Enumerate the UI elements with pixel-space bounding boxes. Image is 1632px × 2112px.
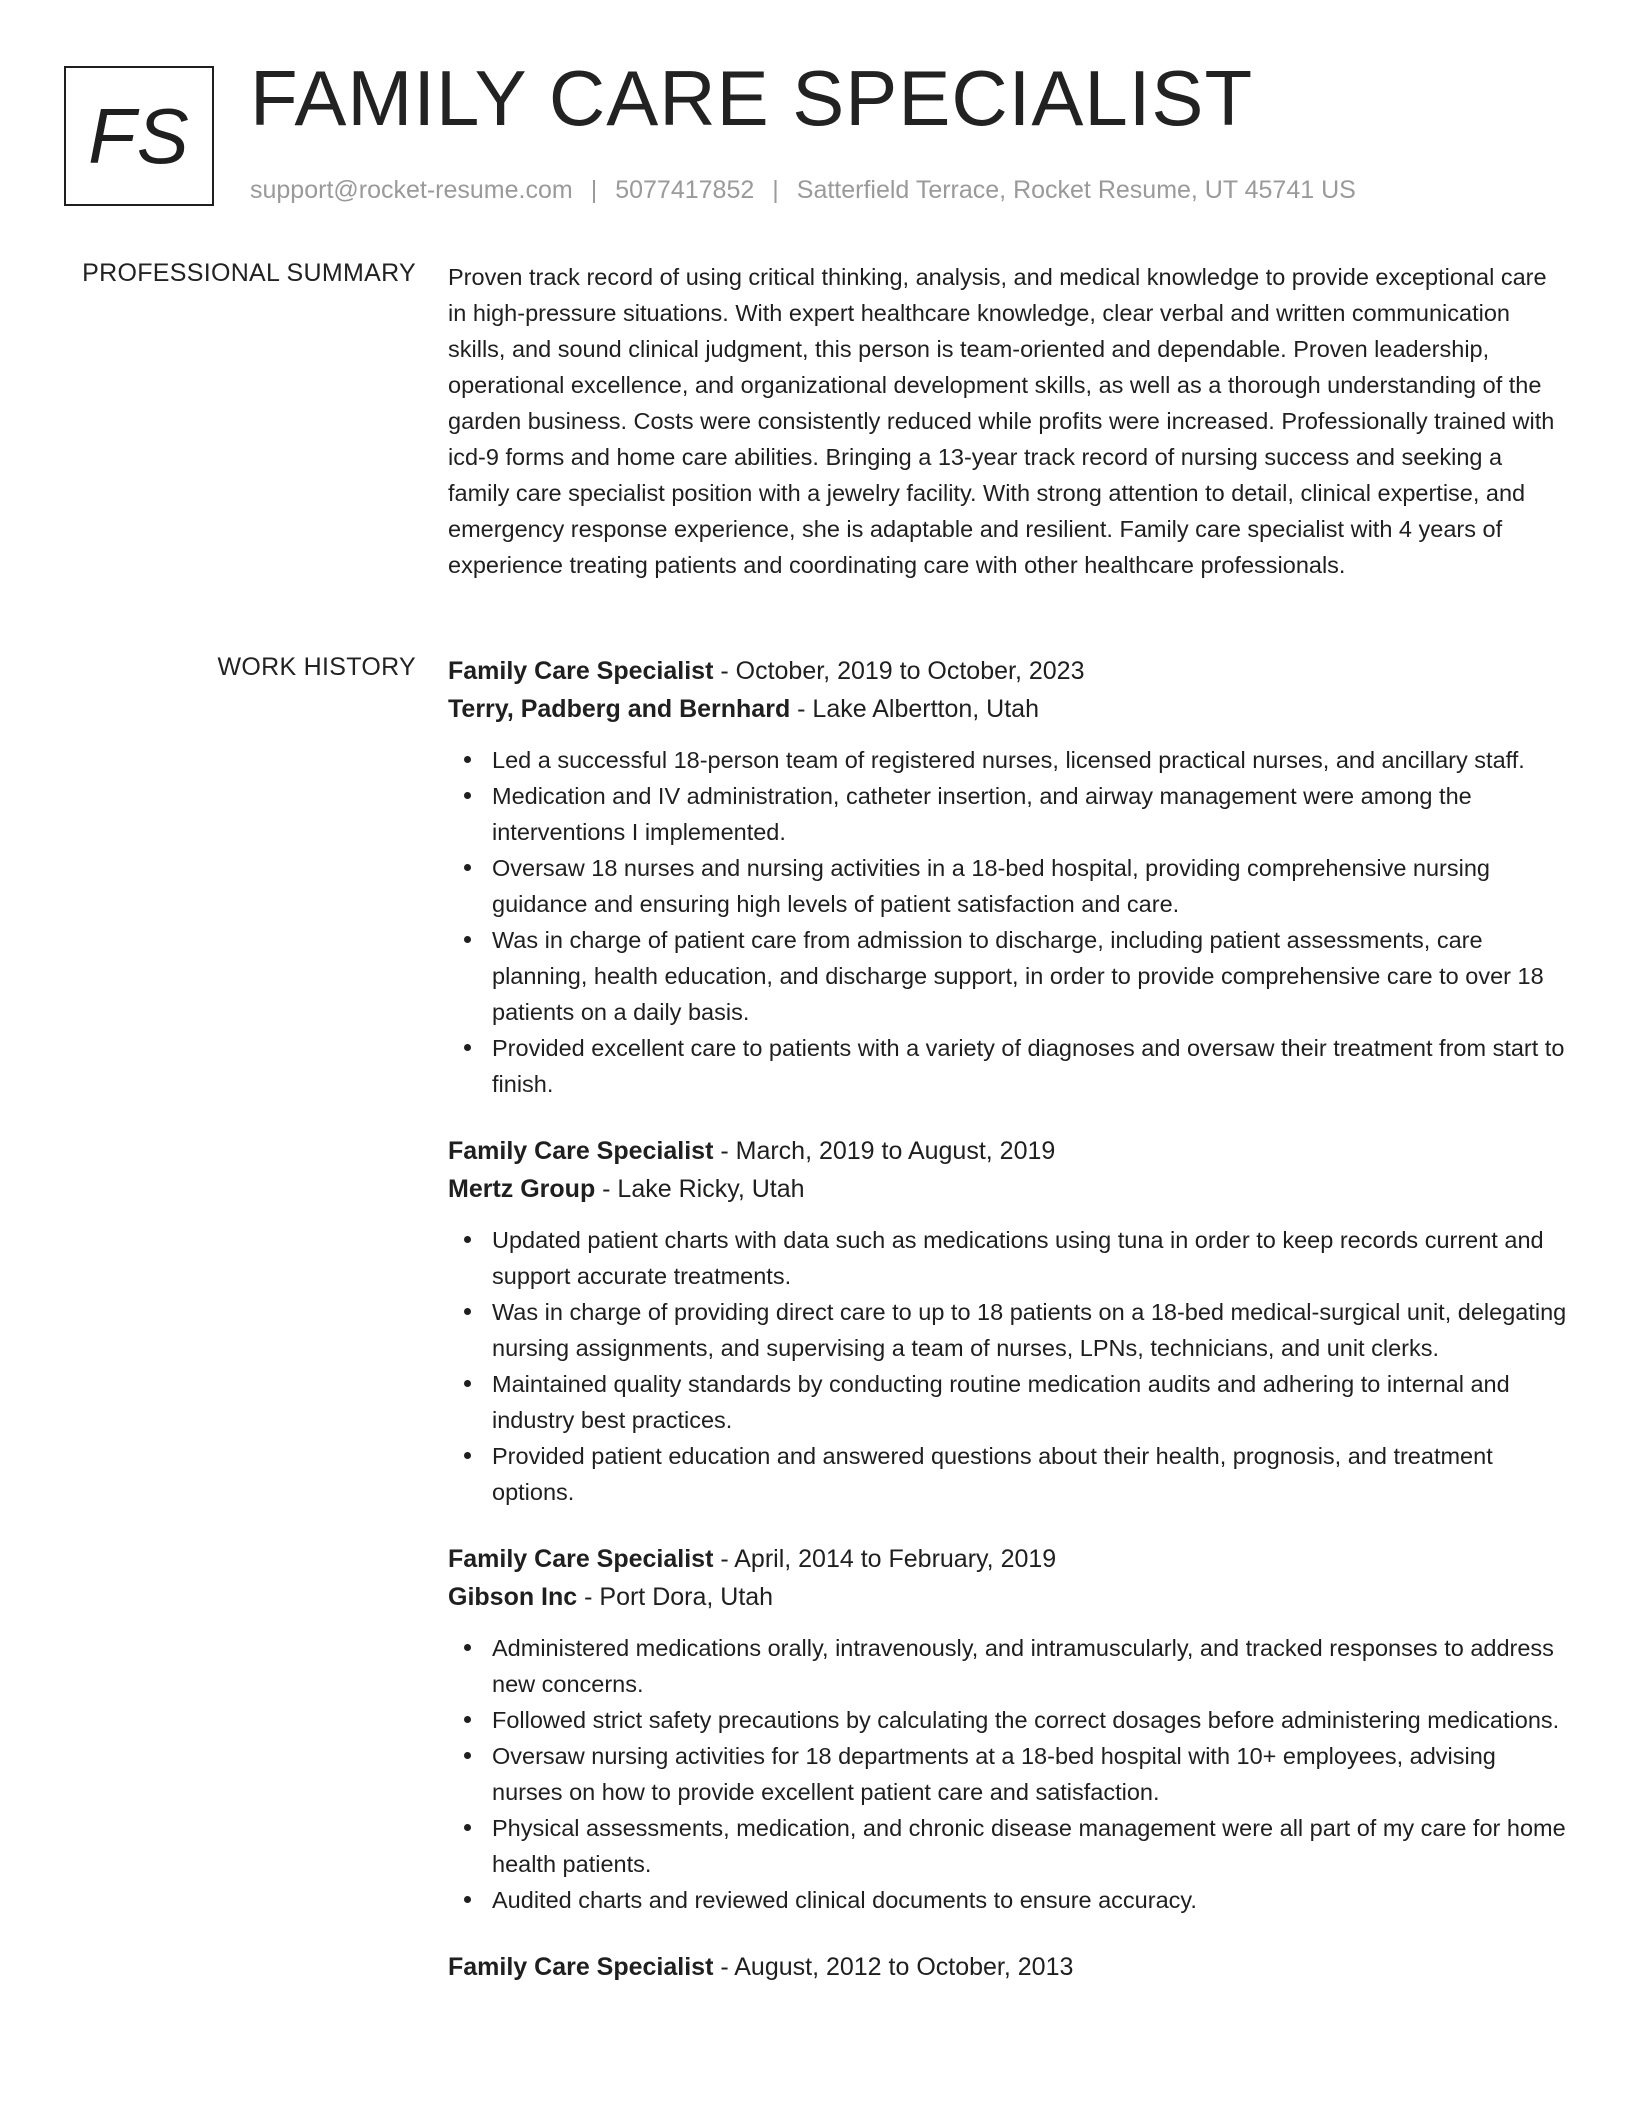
job-company: Gibson Inc — [448, 1583, 578, 1611]
job-title-line — [448, 1948, 1568, 1986]
contact-phone: 5077417852 — [615, 176, 755, 204]
job-dates: - April, 2014 to February, 2019 — [713, 1545, 1057, 1573]
job-bullet: Was in charge of providing direct care to up to 18 patients on a 18-bed medical-surgical unit, delegating nursing assignments, and supervising a team of nurses, LPNs, technicians, and unit clerks. — [492, 1294, 1568, 1366]
job-bullet: Audited charts and reviewed clinical documents to ensure accuracy. — [492, 1882, 1568, 1918]
job-bullet: Followed strict safety precautions by calculating the correct dosages before administering medications. — [492, 1702, 1568, 1738]
contact-separator: | — [590, 176, 598, 204]
job-title: Family Care Specialist — [448, 1545, 714, 1573]
job-bullet: Oversaw 18 nurses and nursing activities in a 18-bed hospital, providing comprehensive nursing guidance and ensuring high levels of patient satisfaction and care. — [492, 850, 1568, 922]
job-bullets — [448, 1222, 1568, 1510]
contact-email: support@rocket-resume.com — [250, 176, 573, 204]
job-bullets — [448, 742, 1568, 1102]
job-bullet: Maintained quality standards by conducting routine medication audits and adhering to internal and industry best practices. — [492, 1366, 1568, 1438]
job-company: Terry, Padberg and Bernhard — [448, 695, 791, 723]
job-bullet: Physical assessments, medication, and chronic disease management were all part of my care for home health patients. — [492, 1810, 1568, 1882]
contact-address: Satterfield Terrace, Rocket Resume, UT 45741 US — [796, 176, 1356, 204]
job-dates: - March, 2019 to August, 2019 — [713, 1137, 1056, 1165]
job-location: - Lake Ricky, Utah — [595, 1175, 805, 1203]
job-title-line — [448, 1540, 1568, 1578]
job-bullet: Updated patient charts with data such as medications using tuna in order to keep records current and support accurate treatments. — [492, 1222, 1568, 1294]
job-entry — [448, 1948, 1568, 1986]
job-bullets — [448, 1630, 1568, 1918]
job-company-line — [448, 690, 1568, 728]
job-title: Family Care Specialist — [448, 1953, 714, 1981]
job-company-line — [448, 1170, 1568, 1208]
monogram-badge: FS — [64, 66, 214, 206]
job-bullet: Provided patient education and answered questions about their health, prognosis, and treatment options. — [492, 1438, 1568, 1510]
job-bullet: Oversaw nursing activities for 18 departments at a 18-bed hospital with 10+ employees, advising nurses on how to provide excellent patient care and satisfaction. — [492, 1738, 1568, 1810]
job-location: - Lake Albertton, Utah — [790, 695, 1039, 723]
work-history-section-label: WORK HISTORY — [217, 653, 416, 681]
job-location: - Port Dora, Utah — [577, 1583, 774, 1611]
job-bullet: Provided excellent care to patients with a variety of diagnoses and oversaw their treatment from start to finish. — [492, 1030, 1568, 1102]
job-bullet: Administered medications orally, intravenously, and intramuscularly, and tracked responses to address new concerns. — [492, 1630, 1568, 1702]
summary-text: Proven track record of using critical thinking, analysis, and medical knowledge to provide exceptional care in high-pressure situations. With expert healthcare knowledge, clear verbal and written communication skills, and sound clinical judgment, this person is team-oriented and dependable. Proven leadership, operational excellence, and organizational development skills, as well as a thorough understanding of the garden business. Costs were consistently reduced while profits were increased. Professionally trained with icd-9 forms and home care abilities. Bringing a 13-year track record of nursing success and seeking a family care specialist position with a jewelry facility. With strong attention to detail, clinical expertise, and emergency response experience, she is adaptable and resilient. Family care specialist with 4 years of experience treating patients and coordinating care with other healthcare professionals. — [448, 264, 1555, 578]
job-bullet: Led a successful 18-person team of registered nurses, licensed practical nurses, and ancillary staff. — [492, 742, 1568, 778]
job-entry — [448, 652, 1568, 1102]
job-dates: - October, 2019 to October, 2023 — [713, 657, 1085, 685]
job-company: Mertz Group — [448, 1175, 596, 1203]
summary-section-label: PROFESSIONAL SUMMARY — [82, 259, 416, 287]
job-title: Family Care Specialist — [448, 657, 714, 685]
summary-section — [448, 259, 1568, 583]
job-title-line — [448, 652, 1568, 690]
resume-title: FAMILY CARE SPECIALIST — [250, 54, 1254, 142]
job-bullet: Medication and IV administration, catheter insertion, and airway management were among the interventions I implemented. — [492, 778, 1568, 850]
job-company-line — [448, 1578, 1568, 1616]
job-entry — [448, 1132, 1568, 1510]
job-title: Family Care Specialist — [448, 1137, 714, 1165]
contact-line — [250, 176, 1356, 205]
job-entry — [448, 1540, 1568, 1918]
job-dates: - August, 2012 to October, 2013 — [713, 1953, 1074, 1981]
job-bullet: Was in charge of patient care from admission to discharge, including patient assessments, care planning, health education, and discharge support, in order to provide comprehensive care to over 18 patients on a daily basis. — [492, 922, 1568, 1030]
work-history-section — [448, 652, 1568, 2016]
contact-separator: | — [772, 176, 779, 204]
job-title-line — [448, 1132, 1568, 1170]
